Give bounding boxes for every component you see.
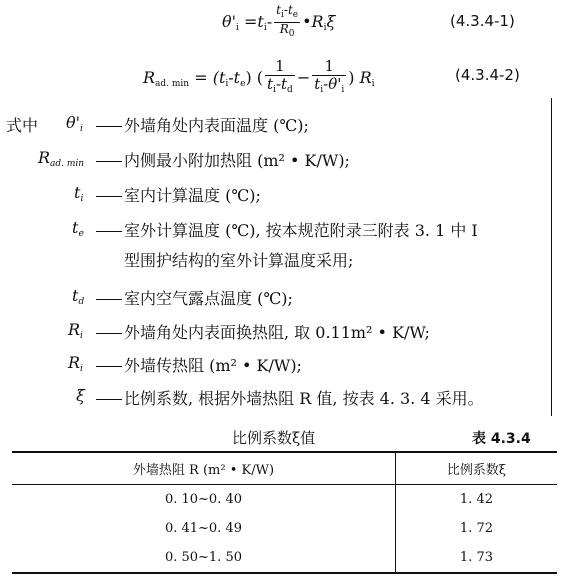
margin-rule bbox=[551, 98, 552, 416]
table-row bbox=[12, 543, 557, 573]
column-header-coefficient: 比例系数ξ bbox=[395, 452, 557, 485]
definitions-intro: 式中 bbox=[6, 116, 39, 135]
coefficient-table bbox=[12, 451, 557, 574]
equation-1-number: (4.3.4-1) bbox=[450, 12, 515, 30]
table-number: 表 4.3.4 bbox=[472, 431, 531, 447]
eq2-fraction-2: $\frac{1}{t_i-\theta'_i}$ bbox=[314, 57, 345, 95]
table-cell: 1. 72 bbox=[395, 514, 557, 543]
table-cell: 1. 42 bbox=[395, 485, 557, 515]
table-cell: 1. 73 bbox=[395, 543, 557, 573]
eq1-fraction: $\frac{t_i-t_e}{R_0}$ bbox=[276, 3, 299, 39]
table-cell: 0. 50~1. 50 bbox=[12, 543, 395, 573]
table-header-row bbox=[12, 452, 557, 485]
equation-1: $\theta'_i =t_i-$ $\frac{t_i-t_e}{R_0}$ $•R_i\xi$ bbox=[222, 3, 336, 39]
eq1-lhs: θ' bbox=[222, 12, 237, 31]
table-row bbox=[12, 514, 557, 543]
table-cell: 0. 10~0. 40 bbox=[164, 492, 242, 507]
table-title: 比例系数ξ值 bbox=[232, 429, 316, 447]
table-cell: 0. 41~0. 49 bbox=[164, 521, 242, 536]
eq2-fraction-1: $\frac{1}{t_i-t_d}$ bbox=[267, 57, 293, 95]
column-header-resistance: 外墙热阻 R (m² • K/W) bbox=[12, 452, 395, 485]
equation-2-number: (4.3.4-2) bbox=[455, 66, 520, 84]
equation-2: $R_{ad. min} = (t_i-t_e)$ ( $\frac{1}{t_i-t_d}$ − $\frac{1}{t_i-\theta'_i}$ ) $R_i$ bbox=[143, 58, 375, 99]
table-row bbox=[12, 485, 557, 515]
